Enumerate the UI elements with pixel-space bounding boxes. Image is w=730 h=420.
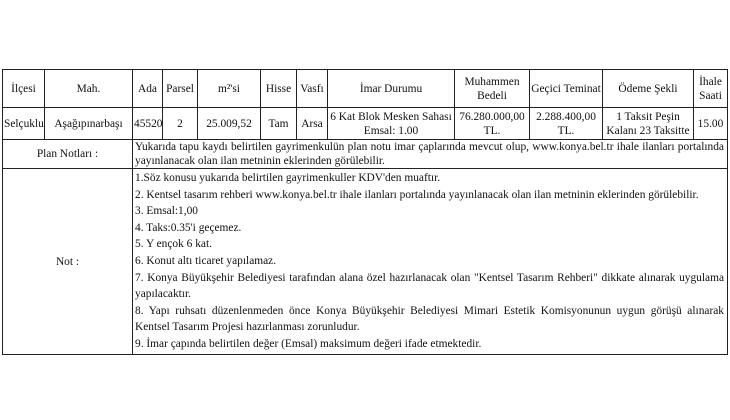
note-item: 6. Konut altı ticaret yapılamaz.: [135, 254, 277, 267]
note-item: 2. Kentsel tasarım rehberi www.konya.bel.tr ihale ilanları portalında yayınlanacak olan ilan metninin eklerinden görülebilir.: [135, 188, 699, 201]
header-hisse: Hisse: [261, 70, 297, 108]
cell-ihale: 15.00: [694, 108, 728, 140]
cell-mah: Aşağıpınarbaşı: [45, 108, 133, 140]
header-m2: m²'si: [198, 70, 261, 108]
cell-muhammen: [455, 108, 530, 140]
cell-m2: 25.009,52: [198, 108, 261, 140]
header-odeme: Ödeme Şekli: [603, 70, 694, 108]
plan-notes-text: Yukarıda tapu kaydı belirtilen gayrimenkulün plan notu imar çaplarında mevcut olup, www.konya.bel.tr ihale ilanları portalında yayınlanacak olan ilan metninin eklerinden görülebilir.: [133, 140, 728, 169]
cell-imar-line1: 6 Kat Blok Mesken Sahası: [330, 110, 452, 123]
cell-muhammen-line2: TL.: [483, 124, 501, 137]
cell-vasfi: Arsa: [297, 108, 328, 140]
header-imar: İmar Durumu: [328, 70, 455, 108]
notes-label: Not :: [3, 169, 133, 355]
cell-gecici-line2: TL.: [557, 124, 575, 137]
cell-parsel: 2: [163, 108, 198, 140]
cell-gecici-line1: 2.288.400,00: [536, 110, 596, 123]
note-item: 8. Yapı ruhsatı düzenlenmeden önce Konya Büyükşehir Belediyesi Mimari Estetik Komisyonunun uygun görüşü alınarak Kentsel Tasarım Projesi hazırlanması zorunludur.: [135, 304, 724, 334]
note-item: 3. Emsal:1,00: [135, 205, 198, 218]
cell-ada: 45520: [133, 108, 163, 140]
cell-ilce: Selçuklu: [3, 108, 45, 140]
note-item: 9. İmar çapında belirtilen değer (Emsal) maksimum değeri ifade etmektedir.: [135, 337, 482, 350]
header-ihale: İhale Saati: [694, 70, 728, 108]
cell-odeme: [603, 108, 694, 140]
note-item: 4. Taks:0.35'i geçemez.: [135, 221, 242, 234]
header-parsel: Parsel: [163, 70, 198, 108]
cell-muhammen-line1: 76.280.000,00: [459, 110, 525, 123]
cell-imar-line2: Emsal: 1.00: [363, 124, 419, 137]
note-item: 1.Söz konusu yukarıda belirtilen gayrimenkuller KDV'den muaftır.: [135, 172, 441, 184]
header-ada: Ada: [133, 70, 163, 108]
cell-gecici: [530, 108, 603, 140]
note-item: 5. Y ençok 6 kat.: [135, 238, 212, 251]
cell-odeme-line1: 1 Taksit Peşin: [616, 110, 680, 123]
cell-hisse: Tam: [261, 108, 297, 140]
notes-list: [133, 169, 728, 355]
header-muhammen: Muhammen Bedeli: [455, 70, 530, 108]
table-row: [3, 108, 728, 140]
cell-odeme-line2: Kalanı 23 Taksitte: [606, 124, 690, 137]
header-vasfi: Vasfı: [297, 70, 328, 108]
header-mah: Mah.: [45, 70, 133, 108]
note-item: 7. Konya Büyükşehir Belediyesi tarafından alana özel hazırlanacak olan "Kentsel Tasarım Rehberi" dikkate alınarak uygulama yapılacaktır.: [135, 271, 724, 301]
plan-notes-label: Plan Notları :: [3, 140, 133, 169]
header-gecici: Geçici Teminat: [530, 70, 603, 108]
cell-imar: [328, 108, 455, 140]
plan-notes-row: [3, 140, 728, 169]
header-ilce: İlçesi: [3, 70, 45, 108]
notes-row: [3, 169, 728, 355]
header-row: [3, 70, 728, 108]
parcel-table: [2, 69, 728, 355]
